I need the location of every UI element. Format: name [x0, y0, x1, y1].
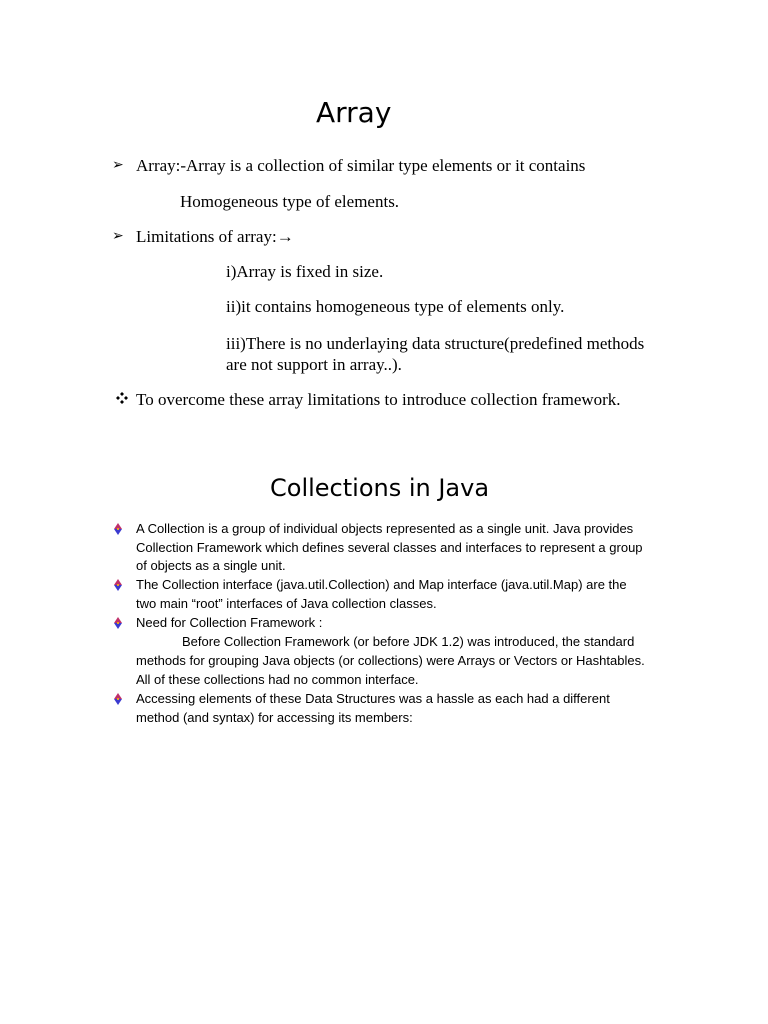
limitations-label-line	[136, 226, 294, 247]
arrow-bullet-icon: ➢	[112, 228, 124, 244]
array-definition-line1: Array:-Array is a collection of similar type elements or it contains	[136, 156, 586, 175]
array-title: Array	[316, 96, 392, 129]
root-interfaces-line2: two main “root” interfaces of Java collection classes.	[136, 596, 437, 611]
pushpin-bullet-icon	[113, 523, 123, 535]
pushpin-bullet-icon	[113, 617, 123, 629]
overcome-limitations-text: To overcome these array limitations to introduce collection framework.	[136, 390, 621, 409]
limitation-no-data-structure-line2: are not support in array..).	[226, 355, 402, 374]
collection-definition-line1: A Collection is a group of individual objects represented as a single unit. Java provides	[136, 521, 634, 536]
four-diamond-bullet-icon	[116, 392, 128, 404]
pushpin-bullet-icon	[113, 693, 123, 705]
limitation-homogeneous: ii)it contains homogeneous type of elements only.	[226, 297, 565, 316]
accessing-elements-line1: Accessing elements of these Data Structures was a hassle as each had a different	[136, 691, 610, 706]
arrow-bullet-icon: ➢	[112, 157, 124, 173]
collections-title: Collections in Java	[270, 474, 490, 502]
accessing-elements-line2: method (and syntax) for accessing its members:	[136, 710, 413, 725]
limitations-label: Limitations of array:	[136, 227, 277, 246]
right-arrow-icon: →	[276, 227, 294, 246]
root-interfaces-line1: The Collection interface (java.util.Collection) and Map interface (java.util.Map) are the	[136, 577, 627, 592]
need-for-framework-line2: Before Collection Framework (or before JDK 1.2) was introduced, the standard	[182, 634, 635, 649]
pushpin-bullet-icon	[113, 579, 123, 591]
collection-definition-line3: of objects as a single unit.	[136, 558, 286, 573]
limitation-no-data-structure-line1: iii)There is no underlaying data structure(predefined methods	[226, 334, 645, 353]
array-definition-line2: Homogeneous type of elements.	[180, 192, 400, 211]
limitation-fixed-size: i)Array is fixed in size.	[226, 262, 384, 281]
need-for-framework-line4: All of these collections had no common interface.	[136, 672, 419, 687]
need-for-framework-heading: Need for Collection Framework :	[136, 615, 323, 630]
need-for-framework-line3: methods for grouping Java objects (or collections) were Arrays or Vectors or Hashtables.	[136, 653, 645, 668]
collection-definition-line2: Collection Framework which defines several classes and interfaces to represent a group	[136, 540, 643, 555]
